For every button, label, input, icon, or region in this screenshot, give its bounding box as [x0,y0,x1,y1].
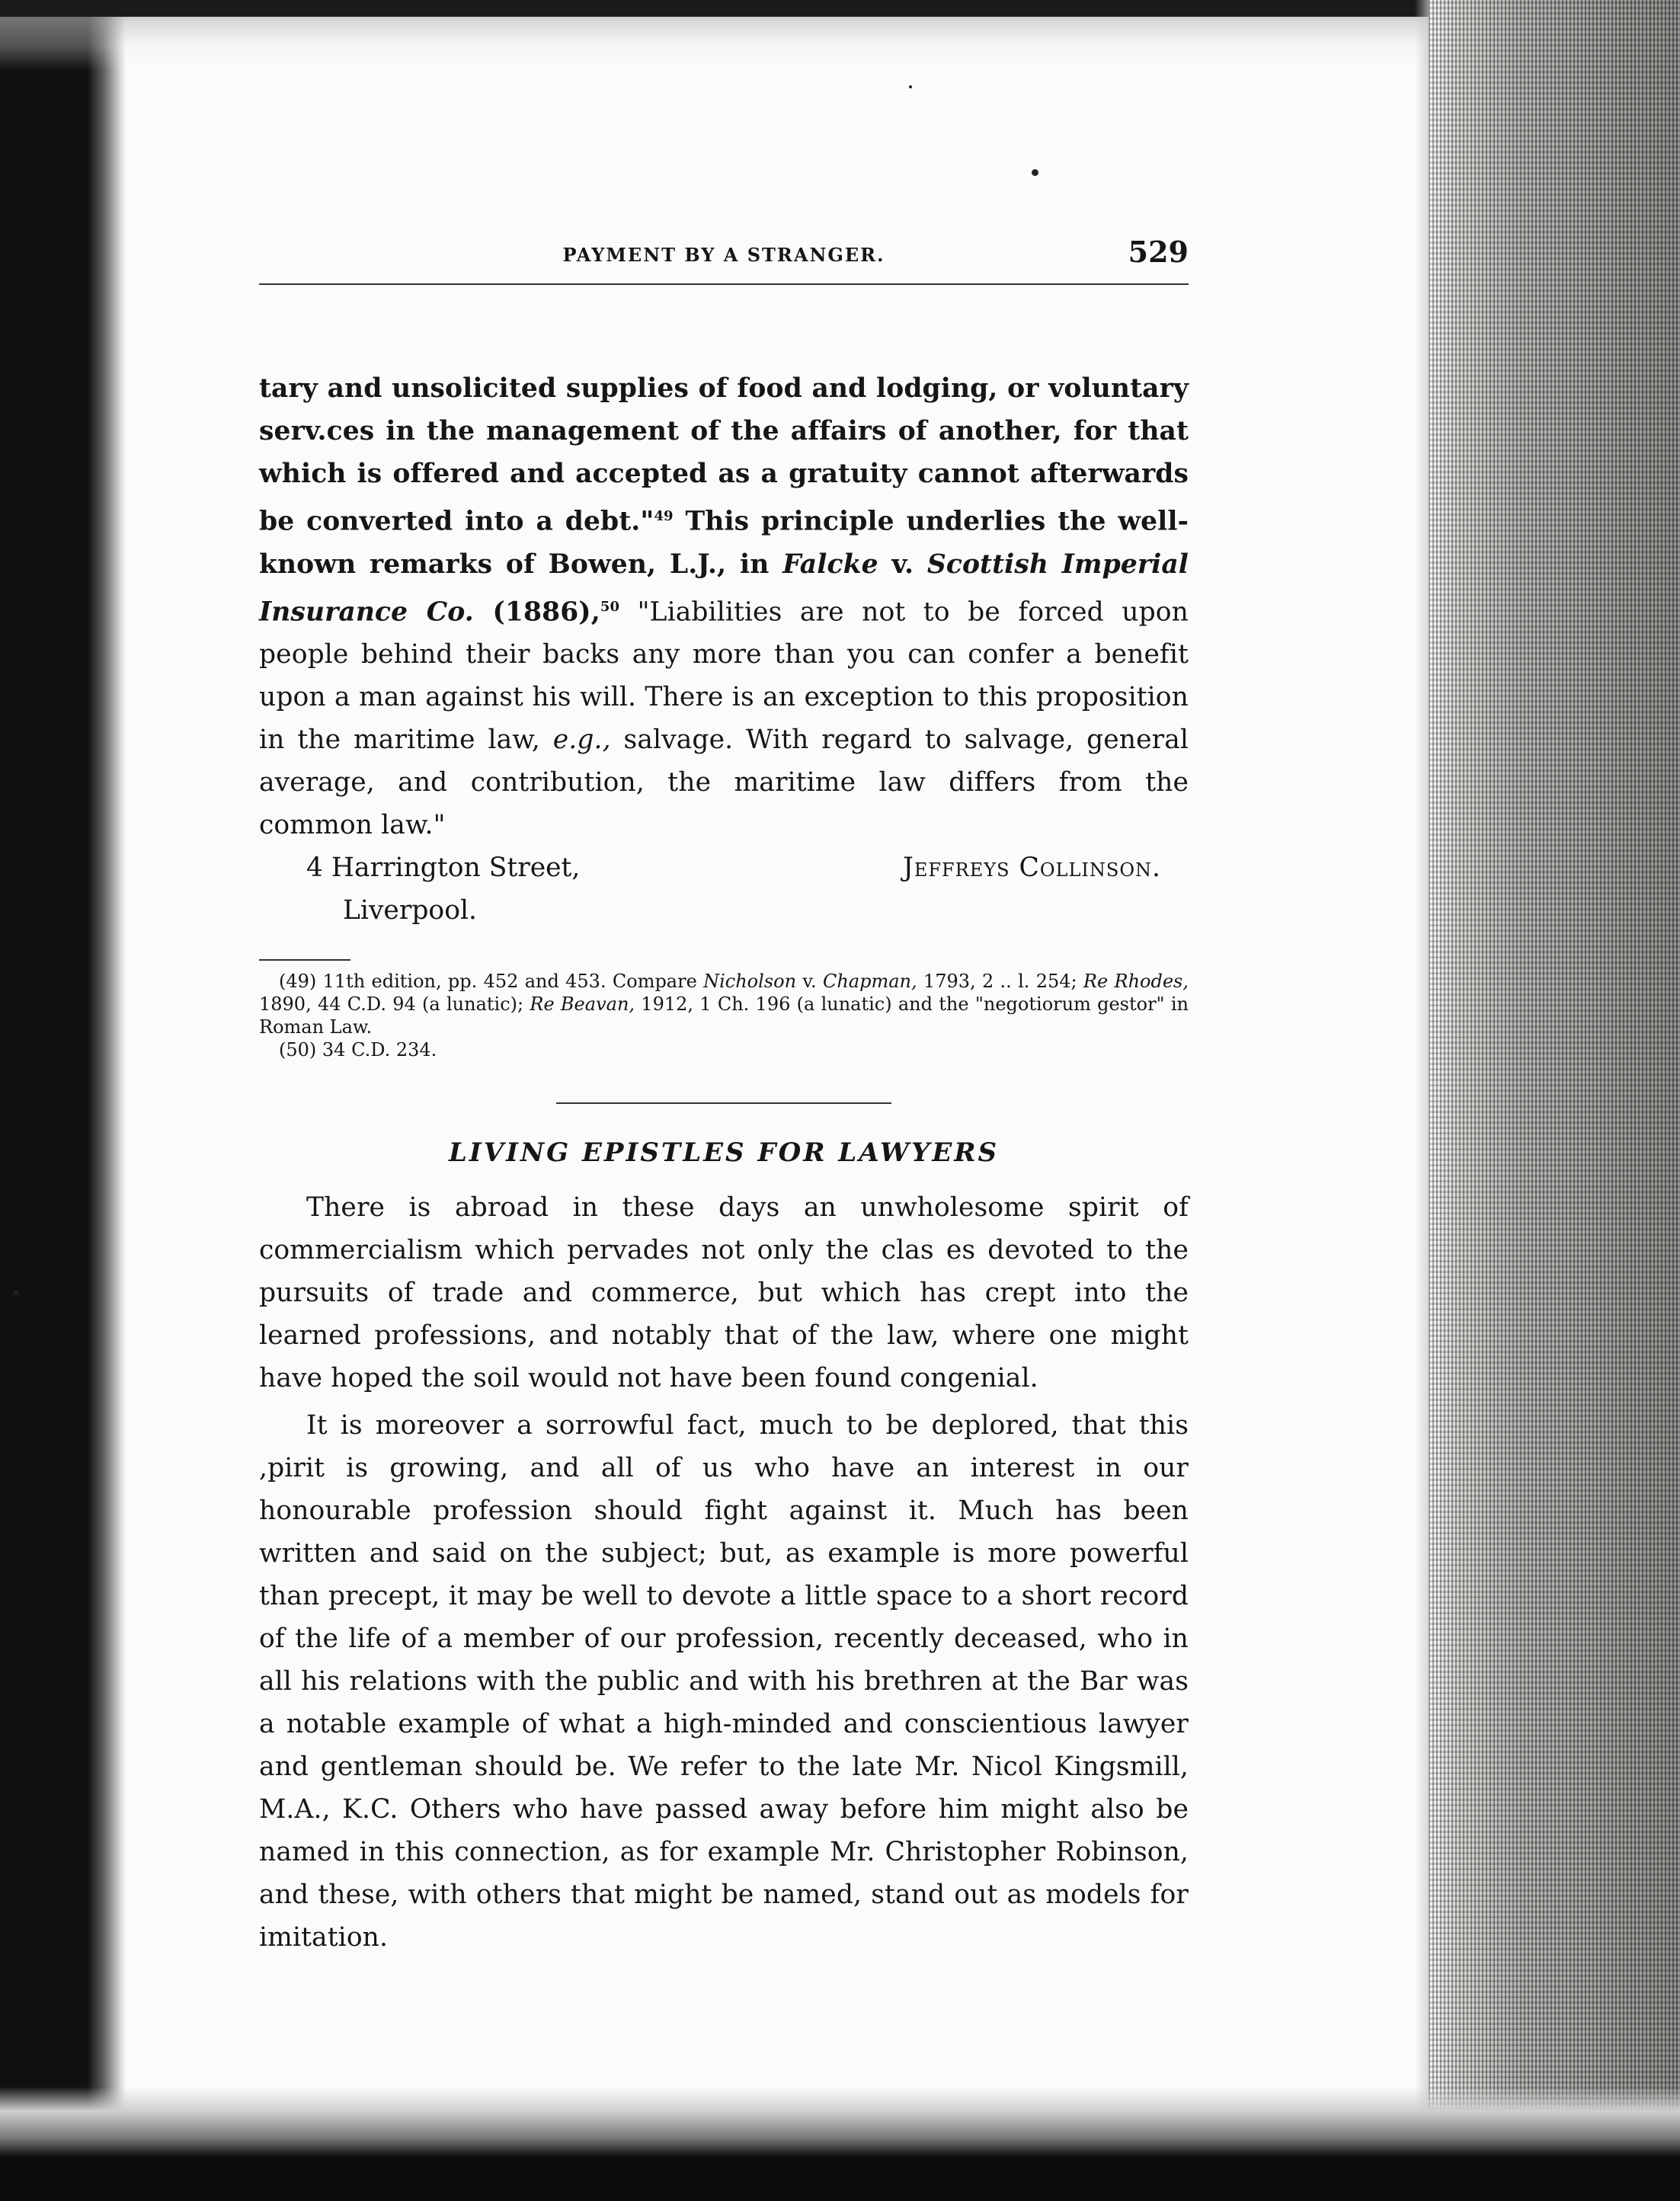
text-fragment: v. [878,549,927,580]
article-title: LIVING EPISTLES FOR LAWYERS [448,1137,1000,1168]
running-header [259,221,1189,282]
scan-right-fade [1415,0,1429,2201]
case-name: Chapman, [822,971,917,992]
case-name: Re Beavan, [530,993,635,1015]
footnote-label: (49) [279,971,317,992]
quotation: "Liabilities are not to be forced upon people behind their backs any more than you can confer a benefit upon a man against his will. There is an exception to this proposition in the maritime law, [259,597,1189,755]
case-name: Re Rhodes, [1083,971,1189,992]
section-divider [556,1102,891,1104]
footnote-rule [259,959,350,961]
text-line: known remarks of Bowen, L.J., in [259,549,783,580]
scan-right-border [1429,0,1680,2201]
article-paragraph: There is abroad in these days an unwholesome spirit of commercialism which pervades not only the clas es devoted to the pursuits of trade and commerce, but which has crept into the learned professions, and notably that of the law, where one might have hoped the soil would not have been found congenial. [259,1192,1189,1393]
scan-speck [909,85,912,88]
footnote-text: 1912, 1 Ch. 196 (a lunatic) and the "negotiorum gestor" in Roman Law. [259,993,1189,1038]
footnote-label: (50) [279,1039,317,1061]
signature-address-line-2: Liverpool. [343,895,477,926]
text-line: serv.ces in the management of the affairs of another, for that [259,416,1189,446]
case-name: Falcke [782,549,878,580]
footnote-text: 1890, 44 C.D. 94 (a lunatic); [259,993,530,1015]
signature-block [259,846,1189,932]
signature-name: Jeffreys Collinson. [902,853,1161,883]
text-line: be converted into a debt." [259,506,654,537]
book-page [259,221,1189,1959]
signature-address-line-1: 4 Harrington Street, [306,853,581,883]
case-name: Scottish Imperial Insurance Co. [259,549,1189,627]
case-name: Nicholson [703,971,797,992]
article-paragraph: It is moreover a sorrowful fact, much to be deplored, that this ,pirit is growing, and all of us who have an interest in our honourable profession should fight against it. Much has been written and said on the subject; but, as example is more powerful than precept, it may be well to devote a little space to a short record of the life of a member of our profession, recently deceased, who in all his relations with the public and with his brethren at the Bar was a notable example of what a high-minded and conscientious lawyer and gentleman should be. We refer to the late Mr. Nicol Kingsmill, M.A., K.C. Others who have passed away before him might also be named in this connection, as for example Mr. Christopher Robinson, and these, with others that might be named, stand out as models for imitation. [259,1410,1189,1953]
footnote-text: v. [796,971,823,992]
scan-left-border [0,0,126,2201]
footnote-50 [259,1038,1189,1061]
footnote-ref-49: 49 [654,508,674,524]
text-fragment: (1886), [473,597,600,627]
footnote-text: 34 C.D. 234. [316,1039,437,1061]
scan-speck [14,1291,18,1295]
text-line: which is offered and accepted as a gratuity cannot afterwards [259,459,1189,489]
footnote-ref-50: 50 [600,598,620,615]
quotation: salvage. With regard to salvage, general average, and contribution, the maritime law differs from the common law." [259,725,1189,840]
header-rule [259,283,1189,285]
scan-speck [1032,169,1038,176]
continued-paragraph [259,367,1189,846]
footnote-49 [259,970,1189,1038]
text-line: tary and unsolicited supplies of food and lodging, or voluntary [259,373,1189,404]
footnotes [259,970,1189,1061]
running-title: PAYMENT BY A STRANGER. [562,244,885,266]
page-number: 529 [1128,235,1189,269]
footnote-text: 11th edition, pp. 452 and 453. Compare [316,971,704,992]
text-line: This principle underlies the well- [673,506,1189,537]
abbreviation: e.g., [552,725,611,755]
footnote-text: 1793, 2 .. l. 254; [917,971,1083,992]
scan-bottom-border [0,2087,1680,2201]
